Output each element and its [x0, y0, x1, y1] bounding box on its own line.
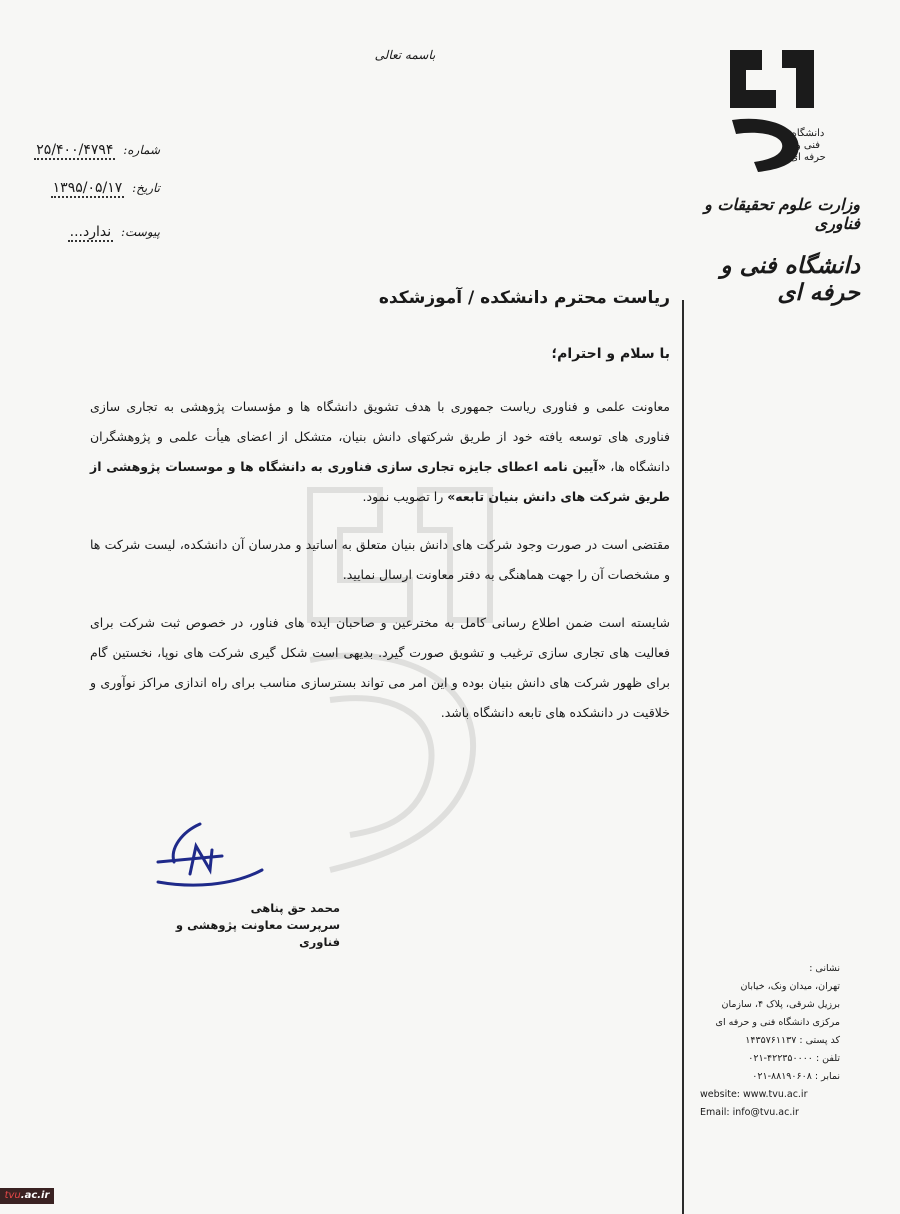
- website-link[interactable]: website: www.tvu.ac.ir: [700, 1089, 808, 1100]
- postal-code: [700, 1032, 840, 1050]
- date-value: ۱۳۹۵/۰۵/۱۷: [52, 180, 123, 196]
- basmala: باسمه تعالی: [374, 48, 436, 62]
- attachment-value: ندارد...: [69, 224, 112, 240]
- ministry-name: وزارت علوم تحقیقات و فناوری: [704, 195, 860, 233]
- letter-number: [20, 142, 160, 158]
- letter-date: [20, 180, 160, 196]
- signer-block: [150, 900, 340, 951]
- paragraph-1-end: را تصویب نمود.: [362, 489, 448, 504]
- regulation-title: «آیین نامه اعطای جایزه تجاری سازی فناوری به دانشگاه ها و موسسات پژوهشی از طریق شرکت های دانش بنیان تابعه»: [90, 459, 670, 504]
- address-line-1: تهران، میدان ونک، خیابان: [740, 981, 840, 992]
- letter-body: [90, 392, 670, 746]
- paragraph-1-text: معاونت علمی و فناوری ریاست جمهوری با هدف تشویق دانشگاه ها و مؤسسات پژوهشی به تجاری سازی فناوری های توسعه یافته خود از طریق شرکتهای دانش بنیان، متشکل از اعضای هیأت علمی و پژوهشگران دانشگاه ها،: [90, 399, 671, 474]
- signer-title: سرپرست معاونت پژوهشی و فناوری: [175, 918, 340, 949]
- paragraph-1: [90, 392, 670, 512]
- paragraph-2: مقتضی است در صورت وجود شرکت های دانش بنیان متعلق به اساتید و مدرسان آن دانشکده، لیست شرکت ها و مشخصات آن را جهت هماهنگی به دفتر معاونت ارسال نمایید.: [90, 537, 670, 582]
- number-value: ۲۵/۴۰۰/۴۷۹۴: [36, 142, 114, 158]
- address-block: [700, 960, 840, 1122]
- fax-value: ۰۲۱-۸۸۱۹۰۶۰۸: [752, 1071, 812, 1082]
- letter-attachment: [20, 224, 160, 240]
- margin-rule: [682, 300, 684, 1214]
- fax: [700, 1068, 840, 1086]
- logo-caption: دانشگاه فنی و حرفه ای: [790, 128, 826, 163]
- attachment-label: پیوست:: [120, 225, 160, 239]
- address-line-2: برزیل شرقی، پلاک ۴، سازمان: [721, 999, 840, 1010]
- phone: [700, 1050, 840, 1068]
- phone-value: ۰۲۱-۴۲۲۳۵۰۰۰۰: [748, 1053, 813, 1064]
- paragraph-3: شایسته است ضمن اطلاع رسانی کامل به مخترعین و صاحبان ایده های فناور، در خصوص ثبت شرکت برای فعالیت های تجاری سازی ترغیب و تشویق صورت گیرد. بدیهی است شکل گیری شرکت های نوپا، نخستین گام برای ظهور شرکت های دانش بنیان بوده و این امر می تواند بسترسازی مناسب برای راه اندازی مراکز نوآوری و خلاقیت در دانشکده های تابعه دانشگاه باشد.: [90, 615, 670, 720]
- address-label: نشانی :: [809, 963, 840, 974]
- postal-value: ۱۴۳۵۷۶۱۱۳۷: [745, 1035, 797, 1046]
- source-badge-suffix: .ac.ir: [20, 1190, 50, 1201]
- date-label: تاریخ:: [132, 181, 160, 195]
- greeting: با سلام و احترام؛: [551, 346, 670, 362]
- postal-label: کد پستی :: [799, 1035, 840, 1046]
- fax-label: نمابر :: [814, 1071, 840, 1082]
- university-name: دانشگاه فنی و حرفه ای: [720, 252, 860, 306]
- address-line-3: مرکزی دانشگاه فنی و حرفه ای: [715, 1017, 840, 1028]
- email-link[interactable]: Email: info@tvu.ac.ir: [700, 1107, 799, 1118]
- source-badge: [0, 1188, 54, 1204]
- recipient-heading: ریاست محترم دانشکده / آموزشکده: [378, 288, 670, 308]
- signature-icon: [152, 816, 272, 896]
- number-label: شماره:: [123, 143, 160, 157]
- signer-name: محمد حق پناهی: [250, 901, 340, 915]
- phone-label: تلفن :: [815, 1053, 840, 1064]
- source-badge-brand: tvu: [4, 1190, 21, 1201]
